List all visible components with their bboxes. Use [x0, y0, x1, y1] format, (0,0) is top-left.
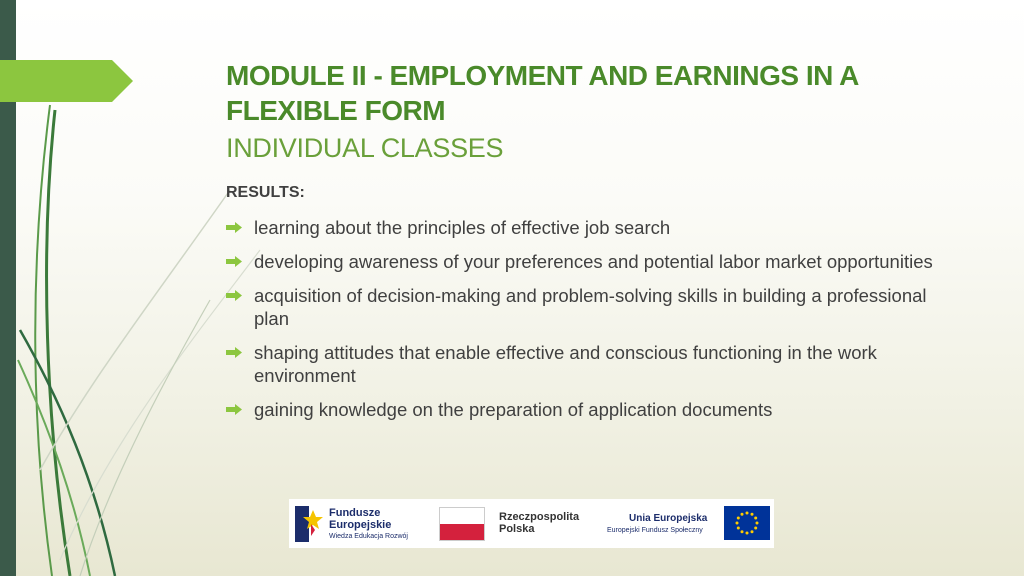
list-item-text: developing awareness of your preferences and potential labor market opportunities — [254, 251, 933, 272]
polish-flag-icon — [439, 507, 485, 541]
list-item — [226, 284, 946, 330]
pl-name: Rzeczpospolita Polska — [499, 511, 580, 535]
eu-fund: Europejski Fundusz Społeczny — [607, 527, 703, 534]
funding-logos-bar — [289, 499, 774, 548]
logo-rzeczpospolita-polska — [429, 499, 599, 548]
arrow-bullet-icon — [226, 290, 242, 301]
slide-title — [226, 58, 966, 128]
fe-program: Wiedza Edukacja Rozwój — [329, 533, 408, 540]
list-item-text: shaping attitudes that enable effective and conscious functioning in the work environment — [254, 342, 877, 386]
list-item — [226, 216, 946, 239]
fe-star-icon — [293, 504, 325, 544]
list-item-text: learning about the principles of effective job search — [254, 217, 671, 238]
list-item — [226, 250, 946, 273]
arrow-bullet-icon — [226, 404, 242, 415]
list-item — [226, 398, 946, 421]
list-item-text: gaining knowledge on the preparation of application documents — [254, 399, 773, 420]
title-line-2: FLEXIBLE FORM — [226, 95, 446, 126]
arrow-bullet-icon — [226, 256, 242, 267]
results-list — [226, 216, 946, 432]
list-item-text: acquisition of decision-making and problem-solving skills in building a professional plan — [254, 285, 927, 329]
logo-unia-europejska — [599, 499, 774, 548]
slide-subtitle: INDIVIDUAL CLASSES — [226, 133, 504, 163]
fe-name: Fundusze Europejskie — [329, 507, 392, 531]
arrow-bullet-icon — [226, 222, 242, 233]
results-label: RESULTS: — [226, 184, 305, 201]
list-item — [226, 341, 946, 387]
arrow-bullet-icon — [226, 347, 242, 358]
title-line-1: MODULE II - EMPLOYMENT AND EARNINGS IN A — [226, 60, 859, 91]
title-block — [226, 58, 966, 165]
eu-name: Unia Europejska — [629, 513, 708, 524]
eu-flag-icon — [724, 506, 770, 540]
logo-fundusze-europejskie — [289, 499, 429, 548]
title-arrow-tab — [0, 60, 133, 102]
